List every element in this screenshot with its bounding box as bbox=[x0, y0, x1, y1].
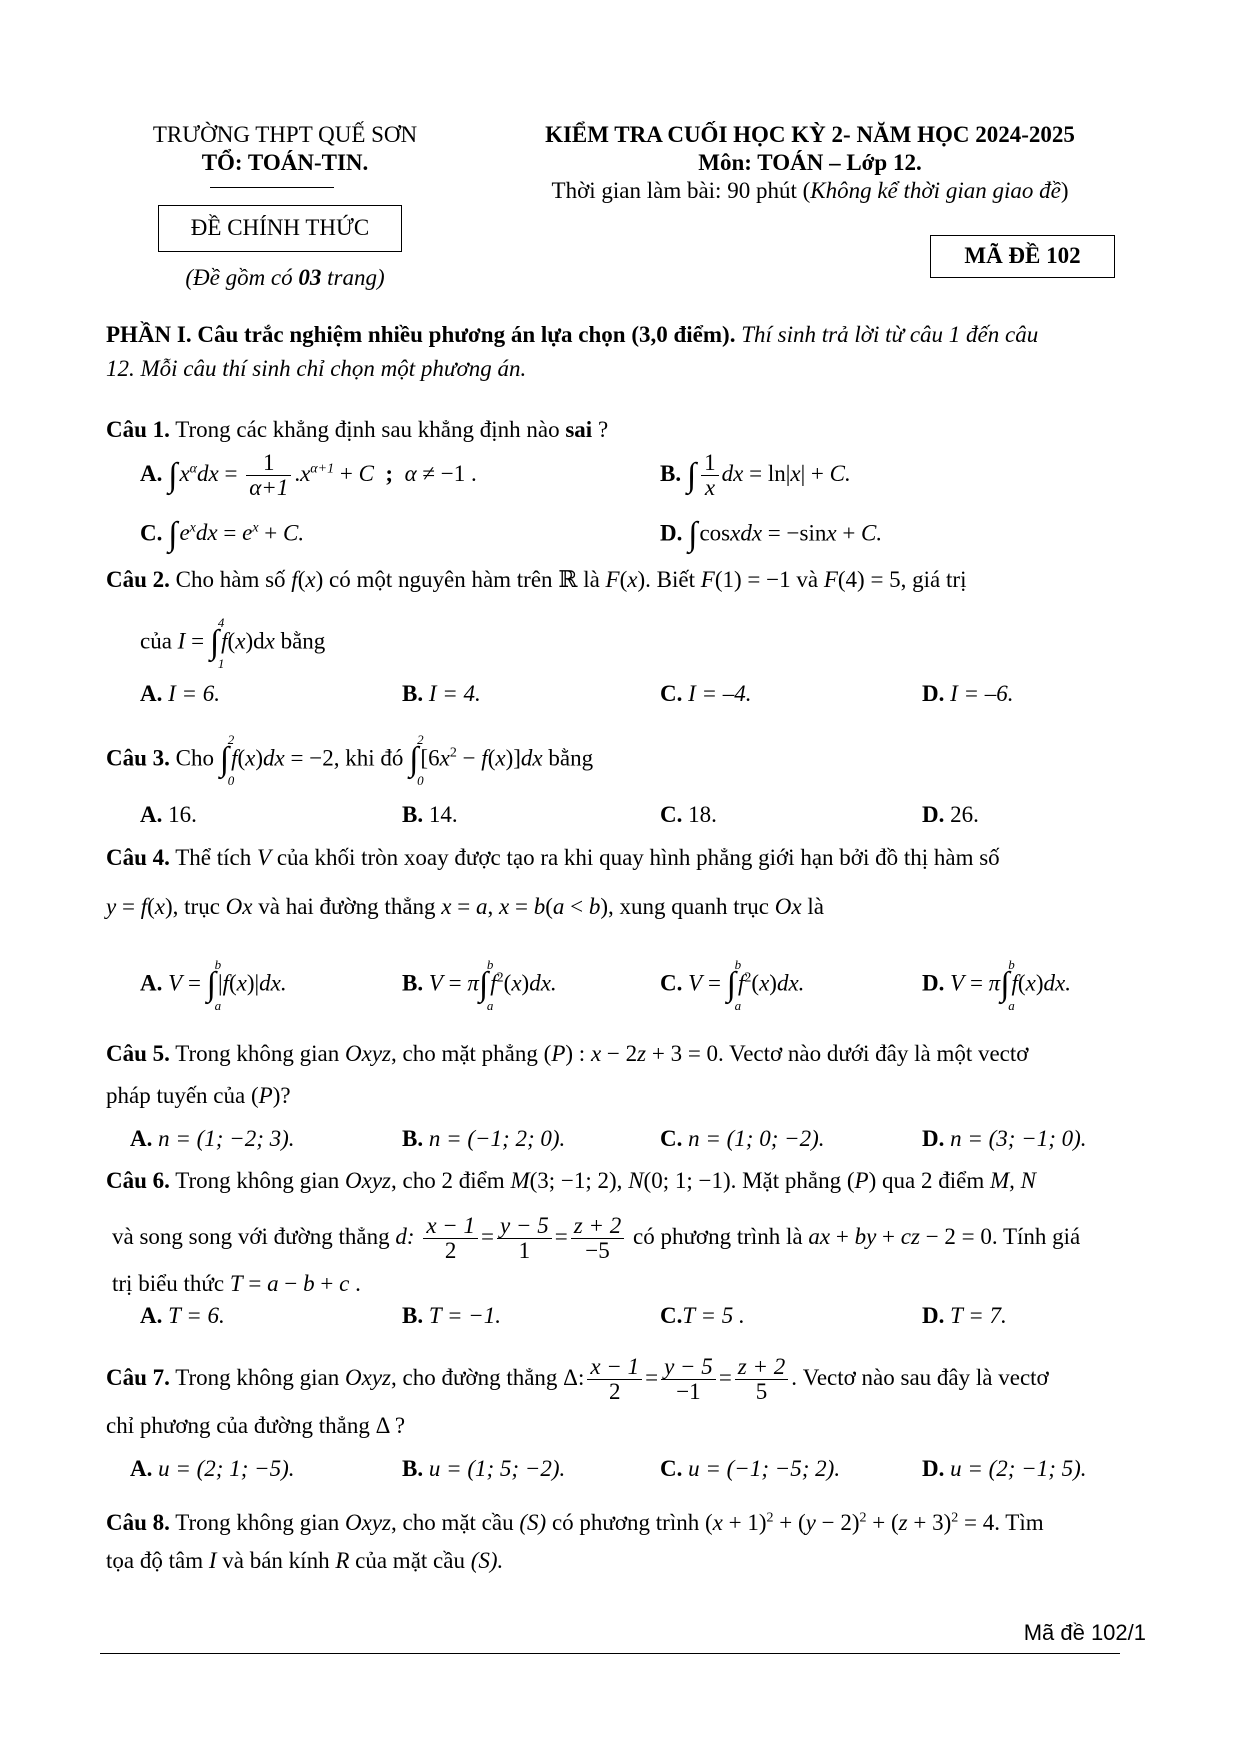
question-1 bbox=[106, 417, 608, 443]
integral-sign: ∫ 2 0 bbox=[409, 732, 424, 788]
q6-text-4: qua 2 điểm bbox=[882, 1168, 985, 1193]
subject-line: Môn: TOÁN – Lớp 12. bbox=[698, 150, 922, 175]
q8-text-5: tọa độ tâm bbox=[106, 1548, 204, 1573]
q6-text-8: trị biểu thức bbox=[112, 1271, 225, 1296]
q3-option-c[interactable] bbox=[660, 802, 717, 828]
q7-text-1: Trong không gian bbox=[175, 1364, 340, 1390]
q7-d-label: D. bbox=[922, 1456, 945, 1481]
part1-heading: PHẦN I. Câu trắc nghiệm nhiều phương án lựa chọn (3,0 điểm). bbox=[106, 322, 736, 347]
q5-c-label: C. bbox=[660, 1126, 683, 1151]
q3-label: Câu 3. bbox=[106, 745, 170, 771]
pages-note bbox=[110, 265, 460, 291]
q2-text-7: của bbox=[140, 628, 172, 654]
footer-rule bbox=[100, 1653, 1120, 1654]
q8-text-2b: (S) bbox=[519, 1510, 547, 1535]
q5-option-d[interactable] bbox=[922, 1126, 1087, 1152]
q6-text-6: có phương trình là bbox=[632, 1223, 803, 1249]
q2-option-c[interactable] bbox=[660, 681, 752, 707]
q2-c-value: I = –4. bbox=[688, 681, 752, 706]
q7-text-4: chỉ phương của đường thẳng bbox=[106, 1413, 370, 1438]
q5-text-2: , cho mặt phẳng bbox=[390, 1041, 538, 1066]
q5-b-value: n = (−1; 2; 0). bbox=[428, 1126, 566, 1151]
q3-b-label: B. bbox=[402, 802, 424, 827]
q3-c-value: 18. bbox=[688, 802, 717, 827]
q6-text-5b: d: bbox=[395, 1223, 415, 1249]
q1-bold: sai bbox=[565, 417, 593, 442]
official-exam-box bbox=[158, 205, 402, 252]
q6-label: Câu 6. bbox=[106, 1168, 170, 1193]
question-7: Câu 7. Trong không gian Oxyz, cho đường thẳng Δ: $\frac{x - 1}{2}$ = $\frac{y - 5}{-1}$ = $\frac{z + 2}{5}$ . Vectơ nào sau đây là vectơ bbox=[106, 1354, 1049, 1405]
q5-option-a[interactable] bbox=[130, 1126, 295, 1152]
pages-note-prefix: (Đề gồm có bbox=[185, 265, 299, 290]
page-code-footer: Mã đề 102/1 bbox=[1023, 1620, 1146, 1645]
q7-c-label: C. bbox=[660, 1456, 683, 1481]
q2-option-b[interactable] bbox=[402, 681, 481, 707]
q6-text-2: , cho 2 điểm bbox=[390, 1168, 505, 1193]
q4-option-c[interactable]: C. V = ∫ b a $f^2(x)dx$. bbox=[660, 957, 805, 1013]
time-suffix: ) bbox=[1060, 178, 1069, 203]
exam-code-box bbox=[930, 235, 1115, 278]
q5-line-2: pháp tuyến của (P)? bbox=[106, 1083, 291, 1108]
q4-option-a[interactable]: A. V = ∫ b a |f(x)|dx. bbox=[140, 957, 287, 1013]
q4-text-6: là bbox=[807, 894, 824, 919]
q8-text-8: (S). bbox=[470, 1548, 504, 1573]
q4-option-d[interactable]: D. V = π∫ b a f(x)dx. bbox=[922, 957, 1071, 1013]
q4-text-5: , xung quanh trục bbox=[608, 894, 769, 919]
q3-a-label: A. bbox=[140, 802, 163, 827]
integral-sign: ∫ b a bbox=[1000, 957, 1015, 1013]
fraction: $\frac{z + 2}{5}$ bbox=[735, 1355, 788, 1404]
q5-a-label: A. bbox=[130, 1126, 153, 1151]
q8-text-1: Trong không gian bbox=[175, 1510, 340, 1535]
q8-text-6: và bán kính bbox=[222, 1548, 330, 1573]
question-2: Câu 2. Cho hàm số f(x) có một nguyên hàm trên ℝ là F(x). Biết F(1) = −1 và F(4) = 5, giá trị bbox=[106, 567, 967, 592]
q1-d-label: D. bbox=[660, 520, 683, 546]
q4-text-1: Thể tích bbox=[175, 845, 252, 870]
q7-text-3: . Vectơ nào sau đây là vectơ bbox=[791, 1364, 1049, 1390]
q6-text-3: . Mặt phẳng bbox=[730, 1168, 842, 1193]
q3-c-label: C. bbox=[660, 802, 683, 827]
q2-text-1: Cho hàm số bbox=[175, 567, 286, 592]
q7-option-d[interactable] bbox=[922, 1456, 1087, 1482]
q4-text-2: của khối tròn xoay được tạo ra khi quay hình phẳng giới hạn bởi đồ thị hàm số bbox=[276, 845, 1000, 870]
q5-text-1: Trong không gian bbox=[175, 1041, 340, 1066]
official-label: ĐỀ CHÍNH THỨC bbox=[190, 215, 370, 240]
q3-text-3: bằng bbox=[548, 745, 594, 771]
q5-text-3: . Vectơ nào dưới đây là một vectơ bbox=[718, 1041, 1029, 1066]
question-5: Câu 5. Trong không gian Oxyz, cho mặt phẳng (P) : x − 2z + 3 = 0. Vectơ nào dưới đây là một vectơ bbox=[106, 1041, 1029, 1066]
q5-c-value: n = (1; 0; −2). bbox=[688, 1126, 825, 1151]
q6-c-label: C. bbox=[660, 1303, 683, 1328]
integral-sign: ∫ b a bbox=[478, 957, 494, 1013]
q4-c-label: C. bbox=[660, 970, 683, 996]
q6-text-5: và song song với đường thẳng bbox=[112, 1223, 390, 1249]
q4-text-3: , trục bbox=[172, 894, 220, 919]
q5-text-5: ? bbox=[280, 1083, 291, 1108]
pages-count: 03 bbox=[298, 265, 322, 290]
question-8: Câu 8. Trong không gian Oxyz, cho mặt cầu (S) có phương trình $(x + 1)^2 + (y - 2)^2 + (z + 3)^2 = 4$. Tìm bbox=[106, 1510, 1044, 1535]
integral-sign: ∫ 4 1 bbox=[209, 615, 225, 671]
q2-b-value: I = 4. bbox=[428, 681, 481, 706]
exam-title: KIỂM TRA CUỐI HỌC KỲ 2- NĂM HỌC 2024-2025 bbox=[545, 122, 1075, 147]
integral-sign: ∫ b a bbox=[206, 957, 222, 1013]
time-prefix: Thời gian làm bài: 90 phút ( bbox=[551, 178, 811, 203]
q8-text-7: của mặt cầu bbox=[355, 1548, 465, 1573]
q5-b-label: B. bbox=[402, 1126, 424, 1151]
q6-text-7: . Tính giá bbox=[991, 1223, 1081, 1249]
fraction: $\frac{1}{\alpha+1}$ bbox=[246, 451, 291, 500]
q6-line-3: trị biểu thức T = a − b + c . bbox=[112, 1271, 361, 1296]
q4-option-b[interactable]: B. V = π∫ b a $f^2(x)dx$. bbox=[402, 957, 557, 1013]
q4-a-label: A. bbox=[140, 970, 163, 996]
integral-sign: ∫ bbox=[688, 516, 698, 553]
q1-a-label: A. bbox=[140, 460, 163, 486]
q7-b-value: u = (1; 5; −2). bbox=[428, 1456, 566, 1481]
q2-d-label: D. bbox=[922, 681, 945, 706]
q6-c-value: T = 5 . bbox=[682, 1303, 745, 1328]
q6-b-label: B. bbox=[402, 1303, 424, 1328]
q7-option-c[interactable] bbox=[660, 1456, 840, 1482]
q7-option-a[interactable] bbox=[130, 1456, 295, 1482]
q4-d-label: D. bbox=[922, 970, 945, 996]
q7-a-value: u = (2; 1; −5). bbox=[158, 1456, 295, 1481]
q8-text-4: . Tìm bbox=[994, 1510, 1044, 1535]
integral-sign: ∫ bbox=[168, 456, 178, 494]
q2-text-5: và bbox=[796, 567, 819, 592]
q2-option-d[interactable] bbox=[922, 681, 1014, 707]
q2-text-4: . Biết bbox=[645, 567, 696, 592]
q2-text-2: có một nguyên hàm trên bbox=[329, 567, 553, 592]
q2-c-label: C. bbox=[660, 681, 683, 706]
time-italic: Không kể thời gian giao đề bbox=[810, 178, 1061, 203]
q6-b-value: T = −1. bbox=[428, 1303, 502, 1328]
q2-option-a[interactable] bbox=[140, 681, 220, 707]
q2-text-6: giá trị bbox=[912, 567, 967, 592]
q6-text-1: Trong không gian bbox=[175, 1168, 340, 1193]
q6-option-c[interactable] bbox=[660, 1303, 745, 1329]
q1-option-a[interactable]: A. $\int x^\alpha dx$ = $\frac{1}{\alpha+1}$ $.x^{\alpha+1} + C$ ; α ≠ −1 . bbox=[140, 450, 477, 501]
q4-label: Câu 4. bbox=[106, 845, 170, 870]
q4-b-label: B. bbox=[402, 970, 424, 996]
q2-text-8: bằng bbox=[280, 628, 326, 654]
q1-text: Trong các khẳng định sau khẳng định nào bbox=[175, 417, 566, 442]
department: TỔ: TOÁN-TIN. bbox=[201, 150, 369, 175]
integral-sign: ∫ bbox=[168, 516, 178, 553]
integral-sign: ∫ b a bbox=[726, 957, 742, 1013]
q6-option-d[interactable] bbox=[922, 1303, 1007, 1329]
q8-line-2: tọa độ tâm I và bán kính R của mặt cầu (S). bbox=[106, 1548, 504, 1573]
fraction: $\frac{x - 1}{2}$ bbox=[587, 1355, 642, 1404]
exam-code: MÃ ĐỀ 102 bbox=[964, 243, 1081, 268]
part1-instruction-2: 12. Mỗi câu thí sinh chỉ chọn một phương án. bbox=[106, 356, 527, 381]
q6-line-2: và song song với đường thẳng d: $\frac{x - 1}{2}$ = $\frac{y - 5}{1}$ = $\frac{z + 2}{-5}$ có phương trình là ax + by + cz − 2 = 0. Tính giá bbox=[112, 1213, 1081, 1264]
q7-option-b[interactable] bbox=[402, 1456, 565, 1482]
q3-option-d[interactable] bbox=[922, 802, 979, 828]
q2-label: Câu 2. bbox=[106, 567, 170, 592]
q6-option-b[interactable] bbox=[402, 1303, 501, 1329]
integral-sign: ∫ 2 0 bbox=[219, 732, 235, 788]
question-6: Câu 6. Trong không gian Oxyz, cho 2 điểm M(3; −1; 2), N(0; 1; −1). Mặt phẳng (P) qua 2 điểm M, N bbox=[106, 1168, 1036, 1193]
q7-text-2: , cho đường thẳng bbox=[390, 1364, 558, 1390]
part1-instruction-1: Thí sinh trả lời từ câu 1 đến câu bbox=[735, 322, 1039, 347]
q3-text-1: Cho bbox=[175, 745, 214, 771]
q5-d-label: D. bbox=[922, 1126, 945, 1151]
q7-a-label: A. bbox=[130, 1456, 153, 1481]
q6-text-4b: M, N bbox=[989, 1168, 1036, 1193]
q5-option-c[interactable] bbox=[660, 1126, 825, 1152]
q5-d-value: n = (3; −1; 0). bbox=[950, 1126, 1087, 1151]
q2-a-value: I = 6. bbox=[168, 681, 221, 706]
question-4: Câu 4. Thể tích V của khối tròn xoay được tạo ra khi quay hình phẳng giới hạn bởi đồ thị hàm số bbox=[106, 845, 1000, 870]
q6-a-label: A. bbox=[140, 1303, 163, 1328]
q7-line-2: chỉ phương của đường thẳng Δ ? bbox=[106, 1413, 406, 1438]
fraction: $\frac{1}{x}$ bbox=[701, 451, 719, 500]
q1-b-label: B. bbox=[660, 460, 682, 486]
q3-text-2: , khi đó bbox=[333, 745, 404, 771]
q7-b-label: B. bbox=[402, 1456, 424, 1481]
time-line bbox=[480, 178, 1140, 204]
q3-d-label: D. bbox=[922, 802, 945, 827]
q2-b-label: B. bbox=[402, 681, 424, 706]
q7-text-5: ? bbox=[394, 1413, 406, 1438]
fraction: $\frac{y - 5}{-1}$ bbox=[661, 1355, 716, 1404]
q7-d-value: u = (2; −1; 5). bbox=[950, 1456, 1087, 1481]
fraction: $\frac{y - 5}{1}$ bbox=[497, 1214, 552, 1263]
q5-text-4: pháp tuyến của bbox=[106, 1083, 246, 1108]
q1-tail: ? bbox=[592, 417, 609, 442]
q1-option-d[interactable]: D. ∫cosxdx = −sinx + C. bbox=[660, 516, 883, 553]
q4-text-4: và hai đường thẳng bbox=[258, 894, 436, 919]
q5-label: Câu 5. bbox=[106, 1041, 170, 1066]
q5-option-b[interactable] bbox=[402, 1126, 565, 1152]
q2-d-value: I = –6. bbox=[950, 681, 1014, 706]
header-divider bbox=[210, 187, 334, 188]
fraction: $\frac{x - 1}{2}$ bbox=[423, 1214, 478, 1263]
q8-text-2: , cho mặt cầu bbox=[390, 1510, 514, 1535]
q6-d-value: T = 7. bbox=[950, 1303, 1007, 1328]
q7-label: Câu 7. bbox=[106, 1364, 170, 1390]
q3-option-b[interactable] bbox=[402, 802, 458, 828]
q6-d-label: D. bbox=[922, 1303, 945, 1328]
q6-a-value: T = 6. bbox=[168, 1303, 225, 1328]
q1-option-c[interactable]: C. $\int e^xdx = e^x + C$. bbox=[140, 516, 305, 553]
q4-line-2: y = f(x), trục Ox và hai đường thẳng x = a, x = b(a < b), xung quanh trục Ox là bbox=[106, 894, 824, 919]
q8-text-3: có phương trình bbox=[551, 1510, 700, 1535]
q2-text-3: là bbox=[583, 567, 600, 592]
q2-line-2: của I = ∫ 4 1 f(x)dx bằng bbox=[140, 615, 326, 671]
q6-option-a[interactable] bbox=[140, 1303, 225, 1329]
q3-d-value: 26. bbox=[950, 802, 979, 827]
q8-label: Câu 8. bbox=[106, 1510, 170, 1535]
pages-note-suffix: trang) bbox=[321, 265, 385, 290]
q3-b-value: 14. bbox=[428, 802, 458, 827]
q1-c-label: C. bbox=[140, 520, 163, 546]
q3-a-value: 16. bbox=[168, 802, 197, 827]
q1-option-b[interactable]: B. ∫ $\frac{1}{x}$ dx = ln|x| + C. bbox=[660, 450, 851, 501]
fraction: $\frac{z + 2}{-5}$ bbox=[571, 1214, 624, 1263]
q2-a-label: A. bbox=[140, 681, 163, 706]
school-name: TRƯỜNG THPT QUẾ SƠN bbox=[152, 122, 418, 147]
q1-label: Câu 1. bbox=[106, 417, 170, 442]
q7-c-value: u = (−1; −5; 2). bbox=[688, 1456, 841, 1481]
question-3: Câu 3. Cho ∫ 2 0 f(x)dx = −2, khi đó ∫ 2 0 $[6x^2 - f(x)]dx$ bằng bbox=[106, 732, 594, 788]
part1-intro bbox=[106, 318, 1148, 386]
q5-a-value: n = (1; −2; 3). bbox=[158, 1126, 295, 1151]
q3-option-a[interactable] bbox=[140, 802, 197, 828]
integral-sign: ∫ bbox=[686, 456, 697, 494]
